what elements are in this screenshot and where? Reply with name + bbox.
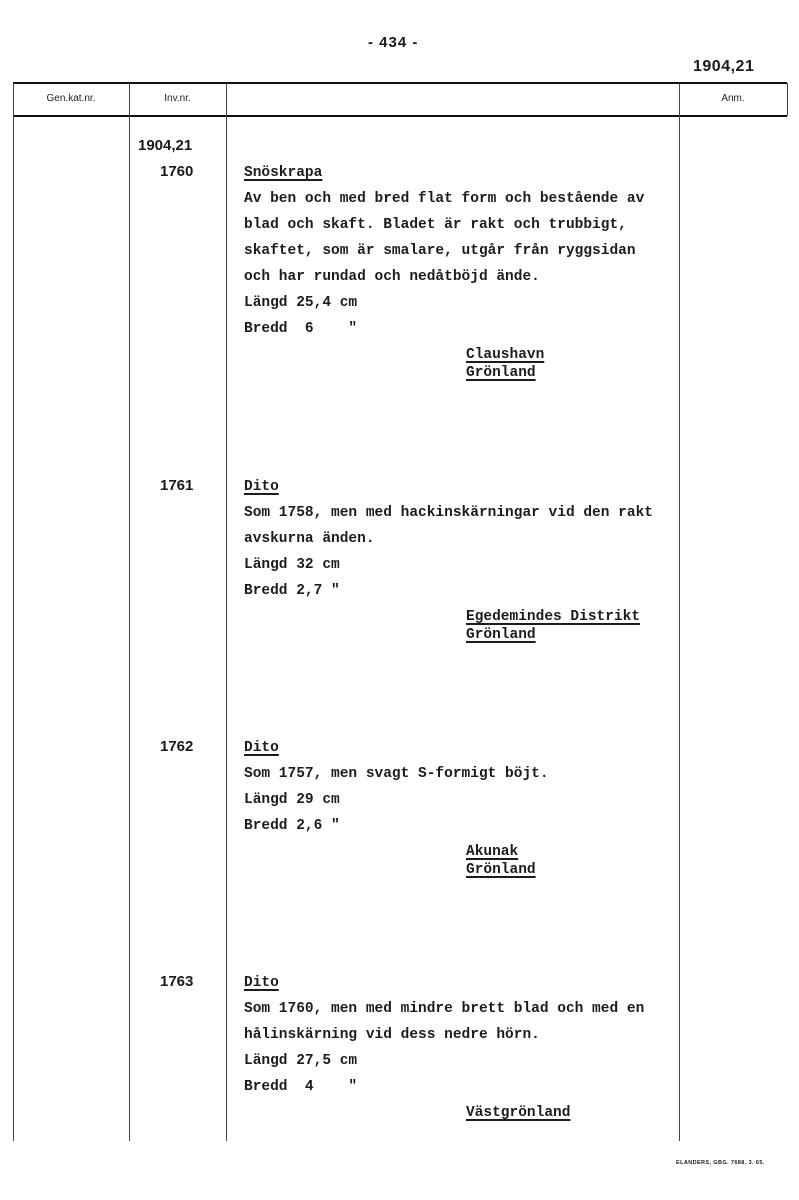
column-header-gen-kat-nr: Gen.kat.nr. [46, 93, 96, 104]
catalog-entry [244, 735, 549, 839]
inventory-number: 1762 [160, 738, 194, 755]
column-divider-gen-inv [129, 83, 130, 1141]
entry-width: Bredd 2,6 " [244, 818, 340, 834]
entry-description-line: skaftet, som är smalare, utgår från ryggsidan [244, 243, 636, 259]
column-header-inv-nr: Inv.nr. [164, 93, 191, 104]
entry-title: Dito [244, 479, 279, 495]
entry-length: Längd 27,5 cm [244, 1053, 358, 1069]
entry-title: Snöskrapa [244, 165, 323, 181]
entry-width: Bredd 2,7 " [244, 583, 340, 599]
column-header-description [226, 83, 679, 115]
entry-description-line: Av ben och med bred flat form och bestående av [244, 191, 645, 207]
catalog-entry [244, 160, 644, 342]
provenance-line: Västgrönland [466, 1105, 571, 1121]
catalog-reference: 1904,21 [693, 58, 755, 75]
provenance-line: Akunak [466, 844, 519, 860]
group-reference: 1904,21 [138, 137, 193, 154]
entry-provenance [466, 843, 536, 879]
entry-width: Bredd 4 " [244, 1079, 358, 1095]
column-divider-inv-desc [226, 83, 227, 1141]
provenance-line: Grönland [466, 862, 536, 878]
entry-title: Dito [244, 740, 279, 756]
entry-length: Längd 29 cm [244, 792, 340, 808]
inventory-number: 1761 [160, 477, 194, 494]
inventory-number: 1760 [160, 163, 194, 180]
entry-description-line: blad och skaft. Bladet är rakt och trubbigt, [244, 217, 627, 233]
provenance-line: Grönland [466, 365, 536, 381]
entry-description-line: Som 1757, men svagt S-formigt böjt. [244, 766, 549, 782]
page-number: - 434 - [368, 34, 419, 51]
column-header-anm: Anm. [721, 93, 745, 104]
entry-title: Dito [244, 975, 279, 991]
inventory-number: 1763 [160, 973, 194, 990]
column-divider-desc-anm [679, 83, 680, 1141]
entry-length: Längd 32 cm [244, 557, 340, 573]
printer-mark: ELANDERS, GBG. 7688. 3. 65. [676, 1160, 765, 1166]
provenance-line: Claushavn [466, 347, 545, 363]
entry-provenance [466, 346, 544, 382]
table-right-border [787, 83, 788, 116]
catalog-entry [244, 970, 644, 1100]
entry-length: Längd 25,4 cm [244, 295, 358, 311]
entry-width: Bredd 6 " [244, 321, 358, 337]
provenance-line: Egedemindes Distrikt [466, 609, 641, 625]
entry-description-line: och har rundad och nedåtböjd ände. [244, 269, 540, 285]
entry-provenance [466, 608, 640, 644]
table-left-border [13, 83, 14, 1141]
entry-description-line: Som 1758, men med hackinskärningar vid den rakt [244, 505, 653, 521]
provenance-line: Grönland [466, 627, 536, 643]
entry-provenance [466, 1104, 570, 1122]
entry-description-line: hålinskärning vid dess nedre hörn. [244, 1027, 540, 1043]
entry-description-line: Som 1760, men med mindre brett blad och med en [244, 1001, 645, 1017]
entry-description-line: avskurna änden. [244, 531, 375, 547]
catalog-entry [244, 474, 653, 604]
